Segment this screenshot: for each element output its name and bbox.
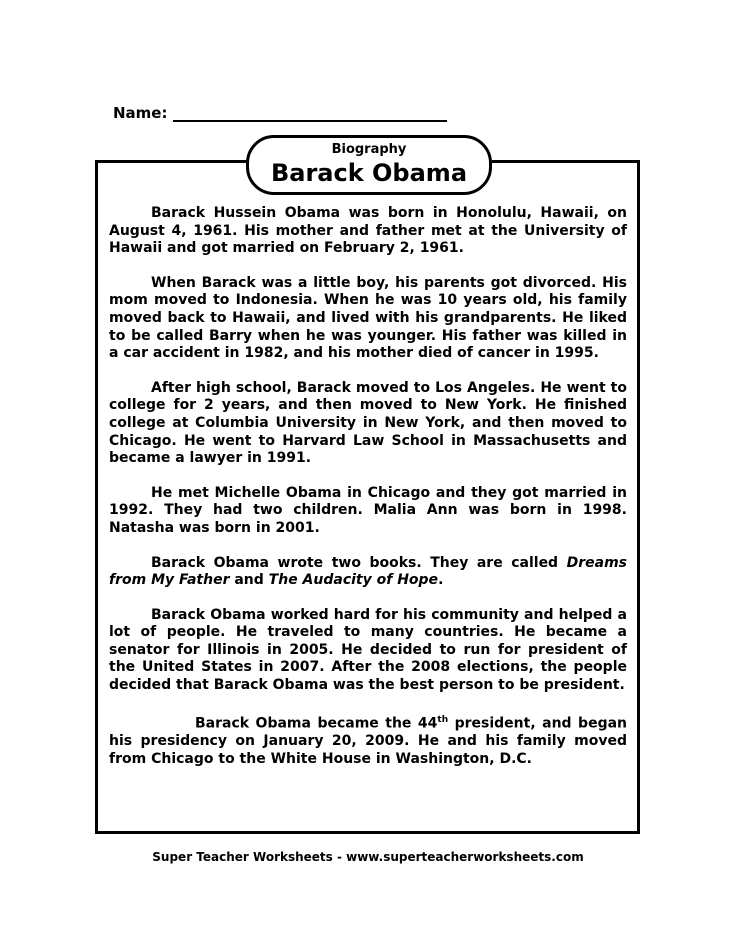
paragraph-3: After high school, Barack moved to Los Angeles. He went to college for 2 years, and then moved to New York. He finished college at Columbia University in New York, and then moved to Chicago. He went to Harvard Law School in Massachusetts and became a lawyer in 1991.	[109, 379, 627, 467]
name-label: Name:	[113, 104, 168, 122]
name-blank-line	[173, 106, 447, 122]
book-title-dreams: Dreams from My Father	[109, 554, 627, 589]
book-title-audacity: The Audacity of Hope	[268, 572, 439, 589]
name-field	[113, 104, 447, 122]
paragraph-1: Barack Hussein Obama was born in Honolulu, Hawaii, on August 4, 1961. His mother and father met at the University of Hawaii and got married on February 2, 1961.	[109, 205, 627, 257]
paragraph-4: He met Michelle Obama in Chicago and they got married in 1992. They had two children. Malia Ann was born in 1998. Natasha was born in 2001.	[109, 484, 627, 536]
subtitle: Biography	[331, 142, 407, 157]
paragraph-2: When Barack was a little boy, his parents got divorced. His mom moved to Indonesia. When he was 10 years old, his family moved back to Hawaii, and lived with his grandparents. He liked to be called Barry when he was younger. His father was killed in a car accident in 1982, and his mother died of cancer in 1995.	[109, 274, 627, 362]
footer-credit: Super Teacher Worksheets - www.superteacherworksheets.com	[152, 850, 584, 864]
paragraph-5: Barack Obama wrote two books. They are called Dreams from My Father and The Audacity of Hope.	[109, 554, 627, 589]
paragraph-6: Barack Obama worked hard for his community and helped a lot of people. He traveled to many countries. He became a senator for Illinois in 2005. He decided to run for president of the United States in 2007. After the 2008 elections, the people decided that Barack Obama was the best person to be president.	[109, 606, 627, 694]
title-box	[246, 135, 492, 195]
page-title: Barack Obama	[270, 159, 468, 187]
biography-text	[109, 205, 627, 785]
paragraph-7: Barack Obama became the 44th president, and began his presidency on January 20, 2009. He and his family moved from Chicago to the White House in Washington, D.C.	[109, 714, 628, 767]
